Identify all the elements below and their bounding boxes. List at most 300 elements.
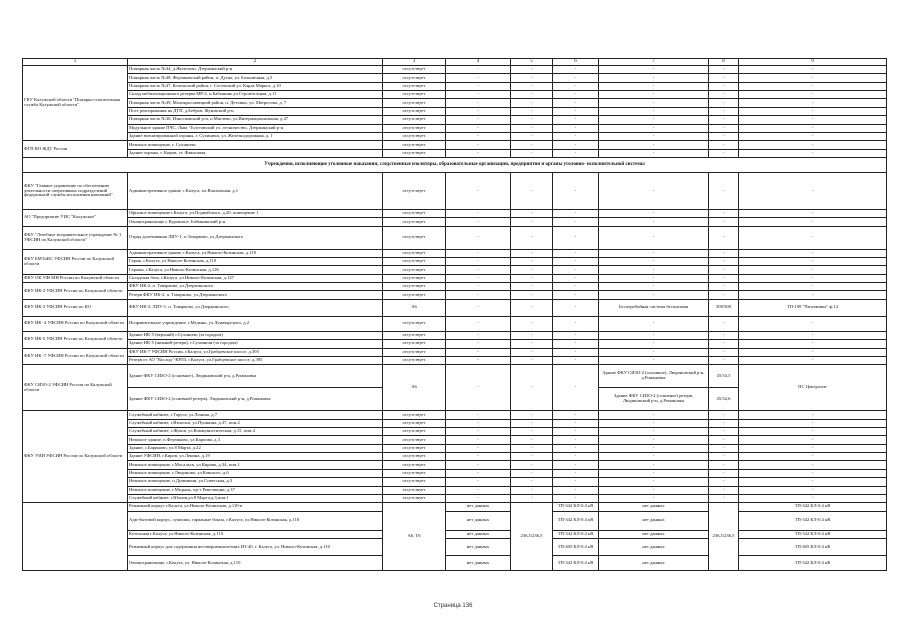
value-cell: - bbox=[739, 356, 887, 364]
value-cell: ТП-342 КЛ-0.4 кВ bbox=[553, 556, 599, 571]
value-cell: - bbox=[511, 453, 553, 461]
value-cell: - bbox=[709, 427, 739, 435]
table-row bbox=[23, 82, 887, 90]
value-cell: - bbox=[599, 149, 709, 157]
value-cell: - bbox=[511, 82, 553, 90]
section-row bbox=[23, 157, 887, 172]
value-cell: отсутствует bbox=[383, 316, 446, 331]
value-cell: - bbox=[599, 419, 709, 427]
value-cell: - bbox=[739, 82, 887, 90]
value-cell: - bbox=[709, 74, 739, 82]
location-cell: Здание ФКУ СИЗО-2 (основное), Людиновский р-н, д.Романовка bbox=[128, 365, 383, 388]
value-cell: отсутствует bbox=[383, 91, 446, 99]
value-cell: - bbox=[553, 249, 599, 257]
value-cell: - bbox=[599, 469, 709, 477]
value-cell: - bbox=[739, 258, 887, 266]
table-row bbox=[23, 249, 887, 257]
value-cell: - bbox=[446, 469, 511, 477]
location-cell: Пожарная часть №36, Износковский р-н, п.Мятлево, ул.Интернациональная, д.47 bbox=[128, 116, 383, 124]
value-cell: ТП-342 КЛ-0.4 кВ bbox=[553, 503, 599, 511]
value-cell: нет данных bbox=[446, 503, 511, 511]
value-cell: ТП-342 КЛ-0.4 кВ bbox=[553, 530, 599, 538]
location-cell: Здание, с.Бариново, ул.8 Марта, д.22 bbox=[128, 444, 383, 452]
value-cell: - bbox=[709, 469, 739, 477]
value-cell: - bbox=[511, 218, 553, 226]
value-cell: - bbox=[599, 218, 709, 226]
value-cell: - bbox=[709, 494, 739, 502]
table-row bbox=[23, 209, 887, 217]
value-cell: - bbox=[599, 411, 709, 419]
value-cell: - bbox=[599, 258, 709, 266]
value-cell: отсутствует bbox=[383, 218, 446, 226]
value-cell: - bbox=[709, 124, 739, 132]
value-cell: - bbox=[446, 436, 511, 444]
location-cell: Здание УФСИН, г.Киров, ул.Ленина, д.19 bbox=[128, 453, 383, 461]
location-cell: Административное здание, г.Калуга, пл.Вокзальная, д.1 bbox=[128, 172, 383, 209]
value-cell: отсутствует bbox=[383, 258, 446, 266]
value-cell: отсутствует bbox=[383, 116, 446, 124]
value-cell: отсутствует bbox=[383, 444, 446, 452]
value-cell: ТП-342 КЛ-0.4 кВ bbox=[739, 530, 887, 538]
value-cell: - bbox=[511, 172, 553, 209]
col-header: 8 bbox=[709, 59, 739, 66]
location-cell: Административное здание, г.Калуга, ул.Николо-Козинская, д.110 bbox=[128, 249, 383, 257]
value-cell: ТП-405 КЛ-0.4 кВ bbox=[553, 539, 599, 556]
org-cell: АО "Предприятие УИС "Калужское" bbox=[23, 209, 128, 226]
value-cell: - bbox=[511, 266, 553, 274]
value-cell: - bbox=[739, 427, 887, 435]
value-cell: - bbox=[446, 258, 511, 266]
table-row bbox=[23, 503, 887, 511]
value-cell: - bbox=[739, 107, 887, 115]
value-cell: нет данных bbox=[446, 530, 511, 538]
value-cell: отсутствует bbox=[383, 331, 446, 339]
value-cell: - bbox=[511, 274, 553, 282]
value-cell: - bbox=[599, 116, 709, 124]
value-cell: - bbox=[599, 274, 709, 282]
location-cell: Овощехранилище, г.Калуга, ул. Николо-Козинская, д.110 bbox=[128, 556, 383, 571]
col-header: 9 bbox=[739, 59, 887, 66]
org-cell: ФКУ БМТиВС УФСИН России по Калужской области bbox=[23, 249, 128, 274]
value-cell: - bbox=[599, 291, 709, 299]
value-cell: ТП-342 КЛ-0.4 кВ bbox=[739, 503, 887, 511]
page-number: Страница 136 bbox=[433, 603, 473, 609]
value-cell: - bbox=[599, 209, 709, 217]
table-row bbox=[23, 66, 887, 74]
value-cell: - bbox=[599, 356, 709, 364]
value-cell: - bbox=[709, 356, 739, 364]
value-cell: - bbox=[511, 356, 553, 364]
value-cell: - bbox=[599, 427, 709, 435]
org-cell: ГКУ Калужской области "Пожарно-спасательная служба Калужской области" bbox=[23, 66, 128, 141]
value-cell: - bbox=[511, 124, 553, 132]
value-cell: - bbox=[709, 218, 739, 226]
value-cell: - bbox=[599, 132, 709, 140]
location-cell: Адм-бытовой корпус, сушилки, гаражные боксы, г.Калуга, ул.Николо-Козинская, д.110 bbox=[128, 511, 383, 530]
value-cell: - bbox=[599, 266, 709, 274]
value-cell: отсутствует bbox=[383, 478, 446, 486]
org-cell: ФКУ ИК-5 УФСИН России по Калужской области bbox=[23, 331, 128, 348]
value-cell: - bbox=[446, 340, 511, 348]
table-row bbox=[23, 116, 887, 124]
value-cell: - bbox=[709, 331, 739, 339]
value-cell: - bbox=[739, 124, 887, 132]
value-cell: - bbox=[553, 124, 599, 132]
value-cell: - bbox=[709, 209, 739, 217]
value-cell: ТП-342 КЛ-0.4 кВ bbox=[739, 556, 887, 571]
value-cell: - bbox=[511, 132, 553, 140]
value-cell: - bbox=[446, 453, 511, 461]
location-cell: Нежилое помещение, г.Медынь, пр-т Революции, д.37 bbox=[128, 486, 383, 494]
table-row bbox=[23, 340, 887, 348]
value-cell: - bbox=[709, 172, 739, 209]
value-cell: - bbox=[739, 478, 887, 486]
table-row bbox=[23, 494, 887, 502]
value-cell: отсутствует bbox=[383, 469, 446, 477]
value-cell: - bbox=[553, 291, 599, 299]
value-cell: - bbox=[446, 299, 511, 316]
value-cell: отсутствует bbox=[383, 249, 446, 257]
value-cell: - bbox=[446, 283, 511, 291]
value-cell: отсутствует bbox=[383, 419, 446, 427]
value-cell: А6, Т6 bbox=[383, 503, 446, 571]
value-cell: - bbox=[511, 209, 553, 217]
value-cell: - bbox=[739, 494, 887, 502]
value-cell: - bbox=[553, 411, 599, 419]
value-cell: нет данных bbox=[446, 556, 511, 571]
value-cell: - bbox=[553, 444, 599, 452]
value-cell: - bbox=[511, 107, 553, 115]
value-cell: - bbox=[553, 316, 599, 331]
location-cell: Модульное здание ПЧС, Льва -Толстовский ул. лесничество, Дзержинский р-н bbox=[128, 124, 383, 132]
value-cell: - bbox=[739, 444, 887, 452]
value-cell: - bbox=[739, 436, 887, 444]
org-cell: ФГП ВО ЖДТ России bbox=[23, 141, 128, 158]
value-cell: - bbox=[446, 218, 511, 226]
value-cell: - bbox=[599, 348, 709, 356]
value-cell: отсутствует bbox=[383, 149, 446, 157]
value-cell: - bbox=[553, 172, 599, 209]
value-cell: ТП-342 КЛ-0.4 кВ bbox=[739, 511, 887, 530]
value-cell: - bbox=[709, 340, 739, 348]
value-cell: - bbox=[709, 486, 739, 494]
value-cell: - bbox=[511, 411, 553, 419]
table-row bbox=[23, 291, 887, 299]
value-cell: - bbox=[446, 274, 511, 282]
value-cell: Здание ФКУ СИЗО-2 (основное) резерв, Людиновский р-н, д.Романовка bbox=[599, 388, 709, 411]
location-cell: Пожарная часть №44, д.Жилетово, Дзержинский р-н bbox=[128, 66, 383, 74]
value-cell: - bbox=[553, 453, 599, 461]
value-cell: - bbox=[599, 331, 709, 339]
value-cell: - bbox=[553, 107, 599, 115]
value-cell: - bbox=[511, 91, 553, 99]
value-cell: - bbox=[446, 419, 511, 427]
value-cell: - bbox=[511, 291, 553, 299]
table-row bbox=[23, 331, 887, 339]
location-cell: Здание военизированной охраны, г. Сухиничи, ул. Железнодорожная, д. 1 bbox=[128, 132, 383, 140]
value-cell: - bbox=[446, 478, 511, 486]
value-cell: - bbox=[553, 340, 599, 348]
value-cell: отсутствует bbox=[383, 226, 446, 249]
value-cell: - bbox=[739, 461, 887, 469]
value-cell: - bbox=[599, 461, 709, 469]
value-cell: отсутствует bbox=[383, 348, 446, 356]
location-cell: Нежилое помещение, п.Думиничи, ул.Советская, д.3 bbox=[128, 478, 383, 486]
col-header: 4 bbox=[446, 59, 511, 66]
value-cell: - bbox=[599, 453, 709, 461]
value-cell: - bbox=[709, 66, 739, 74]
value-cell: - bbox=[511, 66, 553, 74]
value-cell: отсутствует bbox=[383, 99, 446, 107]
col-header: 6 bbox=[553, 59, 599, 66]
value-cell: - bbox=[739, 226, 887, 249]
location-cell: ФКУ ИК-2, п. Товарково, ул.Дзержинского bbox=[128, 283, 383, 291]
value-cell: - bbox=[511, 116, 553, 124]
col-header: 2 bbox=[128, 59, 383, 66]
value-cell: - bbox=[553, 258, 599, 266]
value-cell: - bbox=[553, 348, 599, 356]
value-cell: - bbox=[599, 226, 709, 249]
location-cell: Служебный кабинет, г.Износки, ул.Пушкина, д.37, пом.2 bbox=[128, 419, 383, 427]
value-cell: А6 bbox=[383, 299, 446, 316]
value-cell: - bbox=[709, 411, 739, 419]
value-cell: - bbox=[553, 209, 599, 217]
value-cell: отсутствует bbox=[383, 461, 446, 469]
value-cell: - bbox=[709, 348, 739, 356]
value-cell: - bbox=[739, 486, 887, 494]
value-cell: А6 bbox=[383, 365, 446, 411]
value-cell: - bbox=[553, 356, 599, 364]
location-cell: Овощехранилище с.Куровское, Бабынинский р-н bbox=[128, 218, 383, 226]
value-cell: - bbox=[511, 226, 553, 249]
location-cell: Служебный кабинет, г.Юхнов,ул.8 Марта,д.3,пом.1 bbox=[128, 494, 383, 502]
table-row bbox=[23, 124, 887, 132]
location-cell: Режимный корпус для содержания несовершеннолетних ИЗ-40, г. Калуга, ул. Николо-Козинская, д.110 bbox=[128, 539, 383, 556]
value-cell: - bbox=[599, 172, 709, 209]
value-cell: - bbox=[739, 291, 887, 299]
table-row bbox=[23, 274, 887, 282]
value-cell: - bbox=[739, 74, 887, 82]
value-cell: отсутствует bbox=[383, 453, 446, 461]
value-cell: - bbox=[553, 486, 599, 494]
value-cell: - bbox=[553, 365, 599, 411]
value-cell: нет данных bbox=[599, 530, 709, 538]
location-cell: ФКУ ИК-3, ЛИУ-1, п. Товарково, ул.Дзержинского bbox=[128, 299, 383, 316]
location-cell: Пожарная часть №49, Малоярославецкий район, п. Детчино, ул. Матросова, д. 7 bbox=[128, 99, 383, 107]
value-cell: - bbox=[739, 91, 887, 99]
value-cell: - bbox=[446, 74, 511, 82]
value-cell: - bbox=[599, 107, 709, 115]
table-row bbox=[23, 348, 887, 356]
value-cell: - bbox=[511, 249, 553, 257]
value-cell: - bbox=[446, 66, 511, 74]
value-cell: отсутствует bbox=[383, 74, 446, 82]
value-cell: - bbox=[553, 299, 599, 316]
value-cell: - bbox=[553, 427, 599, 435]
org-cell: ФКУ ОК УФСИН России по Калужской области bbox=[23, 274, 128, 282]
value-cell: - bbox=[553, 74, 599, 82]
location-cell: Служебный кабинет, г.Таруса, ул.Ленина, д.7 bbox=[128, 411, 383, 419]
value-cell: - bbox=[446, 266, 511, 274]
table-row bbox=[23, 556, 887, 571]
value-cell: - bbox=[511, 316, 553, 331]
value-cell: - bbox=[511, 469, 553, 477]
value-cell: - bbox=[511, 436, 553, 444]
value-cell: - bbox=[739, 209, 887, 217]
location-cell: Пожарная часть №47, Козельский район, г. Сосенский ул. Карла Маркса, д.10 bbox=[128, 82, 383, 90]
value-cell: нет данных bbox=[599, 503, 709, 511]
value-cell: - bbox=[739, 132, 887, 140]
value-cell: - bbox=[553, 436, 599, 444]
value-cell: - bbox=[599, 436, 709, 444]
value-cell: - bbox=[599, 478, 709, 486]
value-cell: - bbox=[553, 116, 599, 124]
value-cell: - bbox=[511, 149, 553, 157]
value-cell: - bbox=[739, 419, 887, 427]
value-cell: - bbox=[446, 427, 511, 435]
value-cell: - bbox=[511, 419, 553, 427]
location-cell: Нежилое здание, п.Ферзиково, ул.Карпова, д.3 bbox=[128, 436, 383, 444]
value-cell: - bbox=[739, 316, 887, 331]
location-cell: Резерв от АО "Восход"-КРЛЗ, г.Калуга, ул.Грабцевское шоссе, д.395 bbox=[128, 356, 383, 364]
value-cell: - bbox=[511, 444, 553, 452]
value-cell: - bbox=[511, 365, 553, 411]
table-row bbox=[23, 316, 887, 331]
table-row bbox=[23, 478, 887, 486]
value-cell: нет данных bbox=[446, 539, 511, 556]
col-header: 3 bbox=[383, 59, 446, 66]
value-cell: - bbox=[599, 249, 709, 257]
value-cell: - bbox=[709, 82, 739, 90]
value-cell: - bbox=[446, 365, 511, 411]
value-cell: - bbox=[553, 469, 599, 477]
table-row bbox=[23, 461, 887, 469]
table-row bbox=[23, 172, 887, 209]
value-cell: - bbox=[739, 172, 887, 209]
value-cell: - bbox=[511, 427, 553, 435]
location-cell: ФКУ ИК-7 УФСИН России, г.Калуга, ул.Грабцевское шоссе, д.395 bbox=[128, 348, 383, 356]
location-cell: Служебный кабинет, г.Жуков, ул.Коммунистическая, д.15, пом.4 bbox=[128, 427, 383, 435]
value-cell: - bbox=[709, 444, 739, 452]
table-row bbox=[23, 411, 887, 419]
value-cell: нет данных bbox=[599, 539, 709, 556]
org-cell: ФКУ УИИ УФСИН России по Калужской области bbox=[23, 411, 128, 503]
value-cell: Здание ФКУ СИЗО-2 (основное), Людиновский р-н, д.Романовка bbox=[599, 365, 709, 388]
value-cell: - bbox=[709, 226, 739, 249]
value-cell: - bbox=[511, 283, 553, 291]
value-cell: - bbox=[709, 116, 739, 124]
org-cell bbox=[23, 503, 128, 571]
location-cell: Исправительное учреждение, г.Медынь, ул.Луначарского, д.2 bbox=[128, 316, 383, 331]
value-cell: - bbox=[709, 274, 739, 282]
table-row bbox=[23, 91, 887, 99]
value-cell: - bbox=[511, 478, 553, 486]
value-cell: ПС Центролит bbox=[739, 365, 887, 411]
value-cell: отсутствует bbox=[383, 132, 446, 140]
table-row bbox=[23, 141, 887, 149]
value-cell: отсутствует bbox=[383, 66, 446, 74]
value-cell: нет данных bbox=[599, 556, 709, 571]
table-row bbox=[23, 299, 887, 316]
org-cell: ФКУ СИЗО-2 УФСИН России по Калужской области bbox=[23, 365, 128, 411]
value-cell: - bbox=[511, 348, 553, 356]
value-cell: - bbox=[511, 331, 553, 339]
location-cell: Котельная г.Калуга, ул.Николо-Козинская, д.110 bbox=[128, 530, 383, 538]
table-row bbox=[23, 436, 887, 444]
value-cell: отсутствует bbox=[383, 274, 446, 282]
value-cell: - bbox=[553, 149, 599, 157]
value-cell: - bbox=[739, 453, 887, 461]
table-row bbox=[23, 149, 887, 157]
value-cell: - bbox=[446, 116, 511, 124]
value-cell: - bbox=[553, 82, 599, 90]
location-cell: Здание охраны, г. Киров, ст. Фаянсовая bbox=[128, 149, 383, 157]
value-cell: - bbox=[446, 331, 511, 339]
value-cell: - bbox=[599, 283, 709, 291]
value-cell: - bbox=[446, 291, 511, 299]
value-cell: - bbox=[553, 331, 599, 339]
data-table bbox=[22, 58, 887, 571]
value-cell: - bbox=[446, 149, 511, 157]
value-cell: - bbox=[709, 419, 739, 427]
col-header: 7 bbox=[599, 59, 709, 66]
location-cell: Гараж, г.Калуга, ул.Николо-Козинская, д.110 bbox=[128, 258, 383, 266]
location-cell: Гаражи, г.Калуга, ул.Николо-Козинская, д.126 bbox=[128, 266, 383, 274]
value-cell: - bbox=[446, 316, 511, 331]
value-cell: - bbox=[739, 249, 887, 257]
value-cell: - bbox=[553, 66, 599, 74]
value-cell: - bbox=[446, 209, 511, 217]
value-cell: нет данных bbox=[599, 511, 709, 530]
value-cell: - bbox=[553, 478, 599, 486]
location-cell: Нежилое помещение, г.Людиново, ул.Ковского, д.6 bbox=[128, 469, 383, 477]
value-cell: - bbox=[446, 249, 511, 257]
value-cell: - bbox=[739, 66, 887, 74]
table-row bbox=[23, 99, 887, 107]
value-cell: отсутствует bbox=[383, 283, 446, 291]
value-cell: - bbox=[709, 132, 739, 140]
value-cell: отсутствует bbox=[383, 266, 446, 274]
value-cell: - bbox=[446, 356, 511, 364]
value-cell: - bbox=[739, 116, 887, 124]
org-cell: ФКУ ИК-2 УФСИН России по Калужской области bbox=[23, 283, 128, 300]
value-cell: - bbox=[511, 494, 553, 502]
value-cell: - bbox=[709, 141, 739, 149]
value-cell: - bbox=[446, 172, 511, 209]
value-cell: отсутствует bbox=[383, 436, 446, 444]
value-cell: ТП-198 "Питомника" ф.12 bbox=[739, 299, 887, 316]
table-row bbox=[23, 365, 887, 388]
value-cell: - bbox=[599, 444, 709, 452]
location-cell: Режимный корпус г.Калуга, ул.Николо-Козинская, д.110-в bbox=[128, 503, 383, 511]
value-cell: - bbox=[709, 249, 739, 257]
value-cell: - bbox=[446, 494, 511, 502]
value-cell: - bbox=[553, 274, 599, 282]
org-cell: ФКУ ИК -4 УФСИН России по Калужской области bbox=[23, 316, 128, 331]
value-cell: - bbox=[709, 478, 739, 486]
value-cell: - bbox=[709, 283, 739, 291]
value-cell: - bbox=[511, 99, 553, 107]
value-cell: - bbox=[599, 74, 709, 82]
org-cell: ФКУ "Главное управление по обеспечению деятельности оперативных подразделений федеральной службы исполнения наказаний" bbox=[23, 172, 128, 209]
value-cell: - bbox=[739, 340, 887, 348]
value-cell: Бесперебойная система бесплатная bbox=[599, 299, 709, 316]
org-cell: ФКУ ИК-3 УФСИН России по КО bbox=[23, 299, 128, 316]
value-cell: - bbox=[599, 141, 709, 149]
col-header: 1 bbox=[23, 59, 128, 66]
location-cell: Складская база, г.Калуга, ул.Николо-Козинская, д.127 bbox=[128, 274, 383, 282]
value-cell: - bbox=[446, 226, 511, 249]
